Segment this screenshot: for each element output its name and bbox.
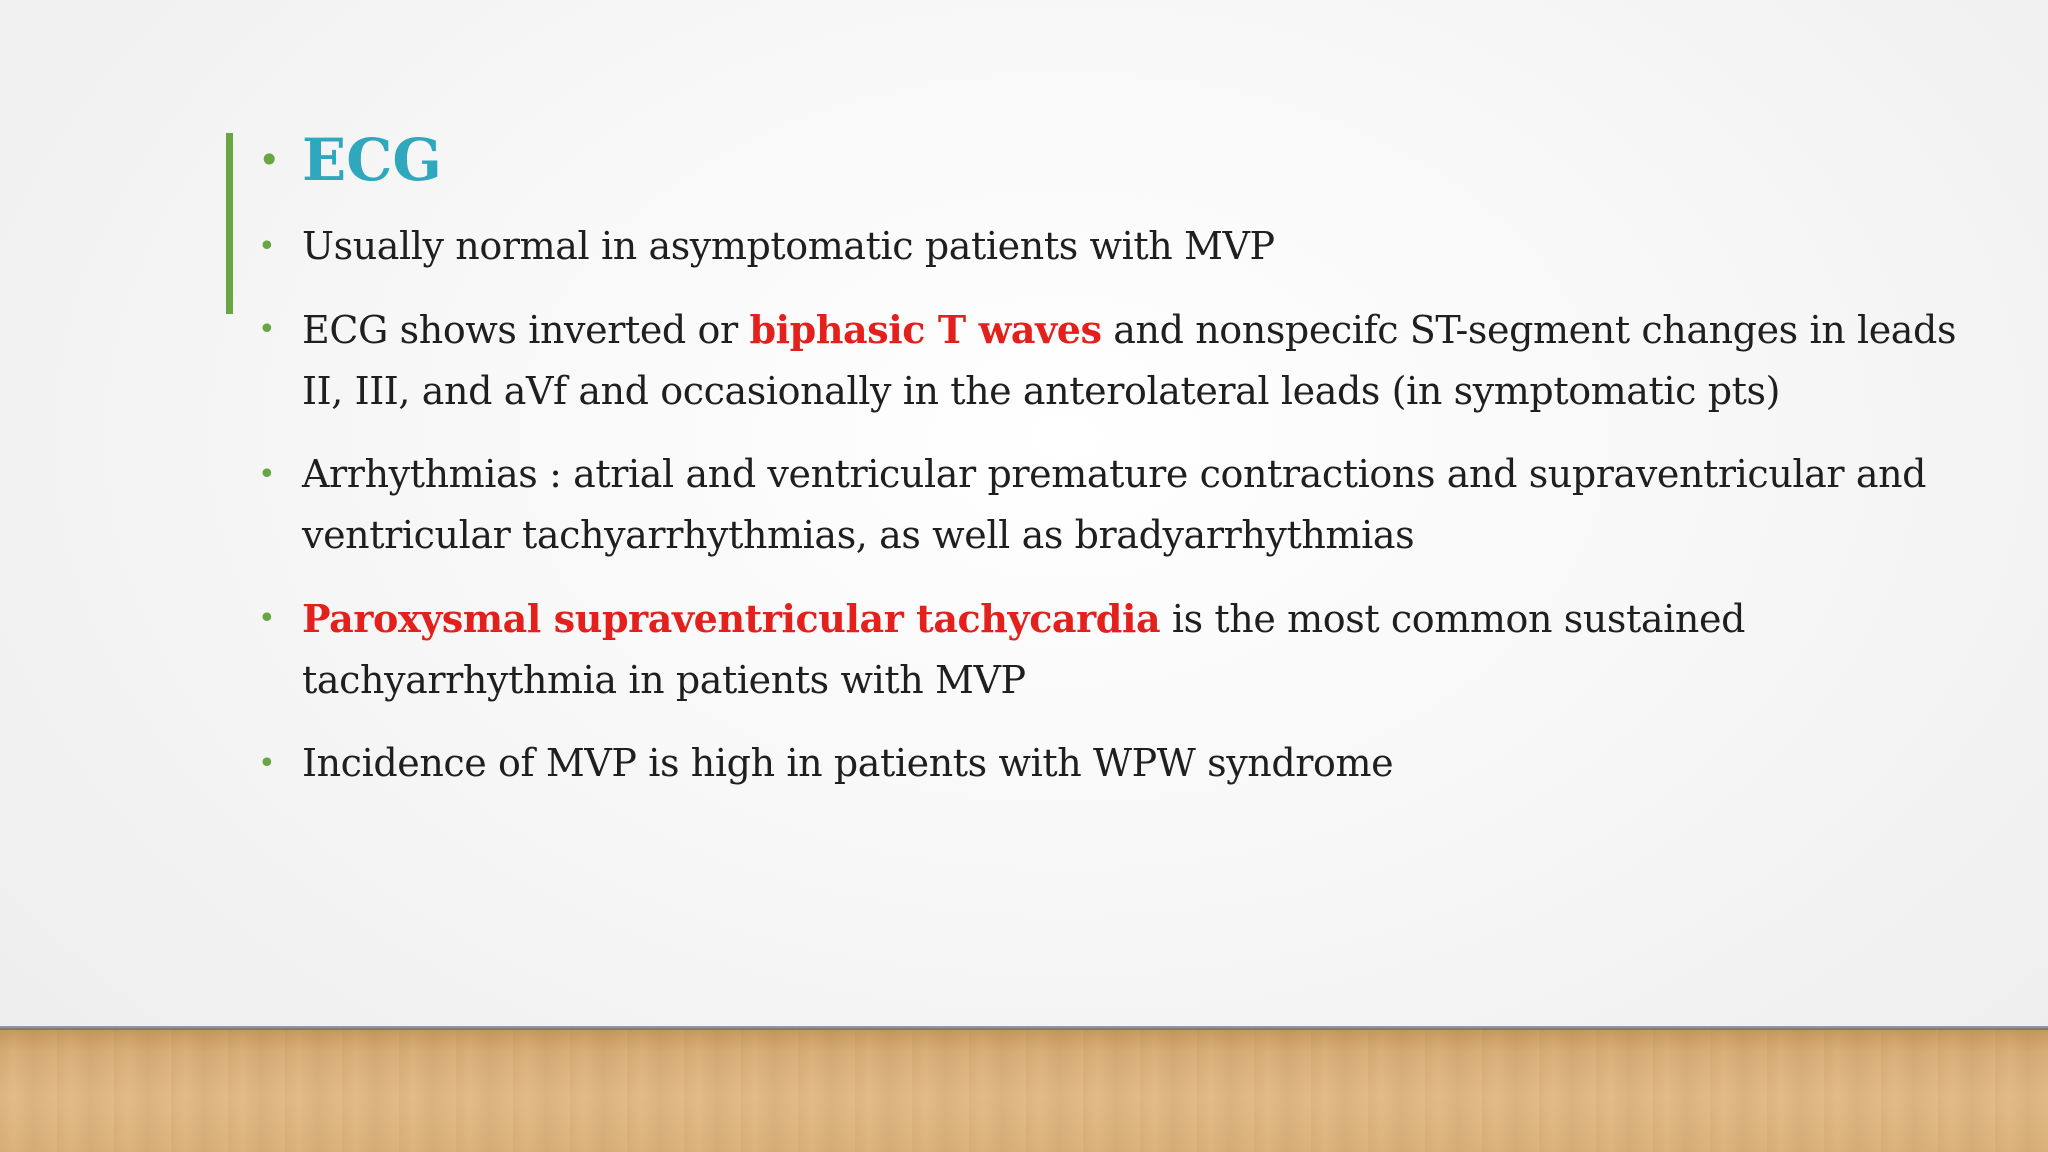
bullet-text	[302, 216, 1958, 277]
bullet-text-part: Incidence of MVP is high in patients with WPW syndrome	[302, 741, 1394, 785]
accent-bar	[226, 133, 233, 314]
bullet-icon: •	[258, 138, 281, 182]
list-item	[258, 216, 1958, 277]
wooden-floor-decoration	[0, 1030, 2048, 1152]
list-item	[258, 299, 1958, 422]
highlighted-term: biphasic T waves	[749, 307, 1102, 352]
list-item	[258, 588, 1958, 711]
bullet-text-part: ECG shows inverted or	[302, 308, 750, 352]
bullet-list	[258, 216, 1958, 794]
list-item	[258, 733, 1958, 794]
bullet-text-part: Arrhythmias : atrial and ventricular premature contractions and supraventricular and ventricular tachyarrhythmias, as well as bradyarrhythmias	[302, 452, 1927, 557]
slide-title: ECG	[302, 126, 442, 194]
highlighted-term: Paroxysmal supraventricular tachycardia	[302, 596, 1161, 641]
bullet-text	[302, 733, 1958, 794]
heading-row	[258, 118, 1958, 202]
bullet-icon: •	[258, 457, 276, 492]
bullet-icon: •	[258, 312, 276, 347]
bullet-text-part: is the most common sustained tachyarrhythmia in patients with MVP	[302, 597, 1745, 702]
bullet-text	[302, 588, 1958, 711]
bullet-icon: •	[258, 746, 276, 781]
slide-content	[258, 118, 1958, 816]
bullet-text	[302, 299, 1958, 422]
bullet-icon: •	[258, 601, 276, 636]
list-item	[258, 444, 1958, 566]
bullet-text-part: and nonspecifc ST-segment changes in leads II, III, and aVf and occasionally in the anterolateral leads (in symptomatic pts)	[302, 308, 1957, 413]
bullet-text	[302, 444, 1958, 566]
bullet-icon: •	[258, 229, 276, 264]
bullet-text-part: Usually normal in asymptomatic patients with MVP	[302, 224, 1275, 268]
